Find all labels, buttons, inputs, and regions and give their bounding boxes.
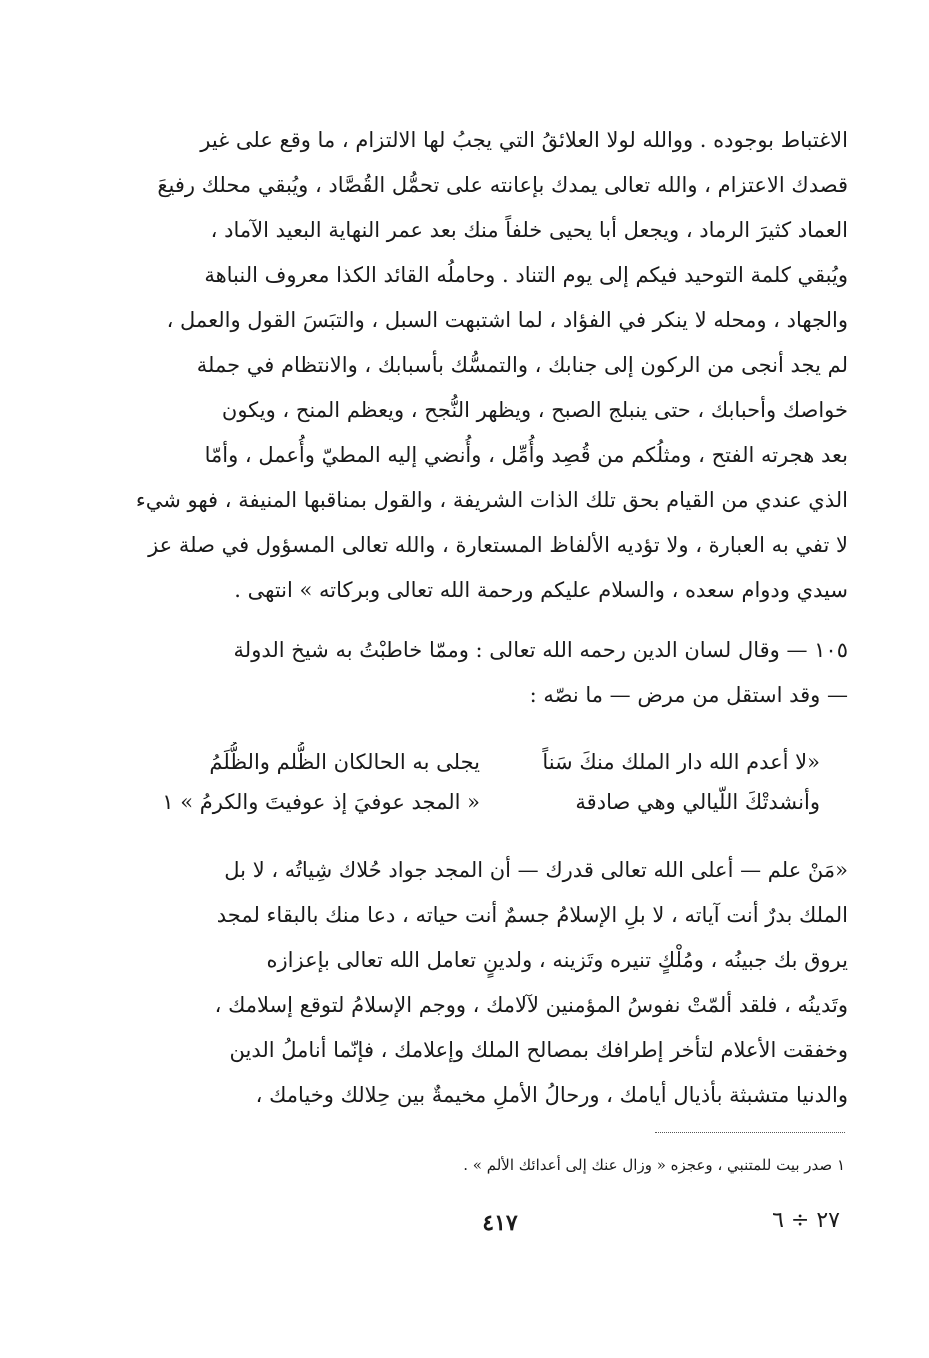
text-line: «مَنْ علم — أعلى الله تعالى قدرك — أن المجد جواد حُلاك شِياتُه ، لا بل — [224, 858, 848, 882]
footnote: ١ صدر بيت للمتنبي ، وعجزه « وزال عنك إلى أعدائك الألم » . — [463, 1156, 845, 1174]
text-line: وتَدينُه ، فلقد ألمّتْ نفوسُ المؤمنين لآلامك ، ووجم الإسلامُ لتوقع إسلامك ، — [214, 993, 848, 1017]
text-line: الذي عندي من القيام بحق تلك الذات الشريفة ، والقول بمناقبها المنيفة ، فهو شيء — [135, 488, 848, 512]
text-line: بعد هجرته الفتح ، ومثلُكم من قُصِد وأُمِّل ، وأُنضي إليه المطيّ وأُعمل ، وأمّا — [204, 443, 848, 467]
verse-second-hemistich: يجلى به الحالكان الظُّلم والظُّلَمُ — [209, 750, 480, 774]
page-number: ٤١٧ — [482, 1210, 518, 1236]
text-line: وخفقت الأعلام لتأخر إطرافك بمصالح الملك وإعلامك ، فإنّما أناملُ الدين — [229, 1038, 848, 1062]
text-line: والجهاد ، ومحله لا ينكر في الفؤاد ، لما اشتبهت السبل ، والتبَسَ القول والعمل ، — [166, 308, 848, 332]
text-line: سيدي ودوام سعده ، والسلام عليكم ورحمة الله تعالى وبركاته » انتهى . — [234, 578, 848, 602]
text-line: ١٠٥ — وقال لسان الدين رحمه الله تعالى : وممّا خاطبْتُ به شيخ الدولة — [233, 638, 848, 662]
footnote-divider — [655, 1132, 845, 1133]
paragraph-section-105 — [128, 628, 848, 718]
text-line: خواصك وأحبابك ، حتى ينبلج الصبح ، ويظهر النُّجح ، ويعظم المنح ، ويكون — [221, 398, 848, 422]
text-line: والدنيا متشبثة بأذيال أيامك ، ورحالُ الأملِ مخيمةٌ بين حِلالك وخيامك ، — [255, 1083, 848, 1107]
text-line: الملك بدرٌ أنت آياته ، لا بلِ الإسلامُ جسمٌ أنت حياته ، دعا منك بالبقاء لمجد — [216, 903, 848, 927]
verse-second-hemistich: « المجد عوفيَ إذ عوفيتَ والكرمُ » ١ — [162, 790, 480, 814]
verse-first-hemistich: وأنشدتْكَ اللّيالي وهي صادقة — [575, 790, 820, 814]
text-line: قصدك الاعتزام ، والله تعالى يمدك بإعانته على تحمُّل القُصَّاد ، ويُبقي محلك رفيعَ — [157, 173, 848, 197]
verse-line — [160, 742, 820, 782]
text-line: — وقد استقل من مرض — ما نصّه : — [529, 683, 848, 707]
printer-signature-mark: ٢٧ ÷ ٦ — [772, 1208, 840, 1233]
text-line: يروق بك جبينُه ، ومُلْكٍ تنيره وتَزينه ، ولدينٍ تعامل الله تعالى بإعزازه — [266, 948, 848, 972]
poetry-verse — [160, 742, 820, 822]
text-line: الاغتباط بوجوده . ووالله لولا العلائقُ التي يجبُ لها الالتزام ، ما وقع على غير — [200, 128, 848, 152]
text-line: ويُبقي كلمة التوحيد فيكم إلى يوم التناد . وحاملُه القائد الكذا معروف النباهة — [204, 263, 848, 287]
verse-line — [160, 782, 820, 822]
paragraph-prose-letter — [128, 848, 848, 1118]
text-line: لا تفي به العبارة ، ولا تؤديه الألفاظ المستعارة ، والله تعالى المسؤول في صلة عز — [148, 533, 848, 557]
verse-first-hemistich: «لا أعدم الله دار الملك منكَ سَناً — [542, 750, 820, 774]
text-line: العماد كثيرَ الرماد ، ويجعل أبا يحيى خلفاً منك بعد عمر النهاية البعيد الآماد ، — [210, 218, 848, 242]
paragraph-letter-ending — [128, 118, 848, 613]
text-line: لم يجد أنجى من الركون إلى جنابك ، والتمسُّك بأسبابك ، والانتظام في جملة — [196, 353, 848, 377]
